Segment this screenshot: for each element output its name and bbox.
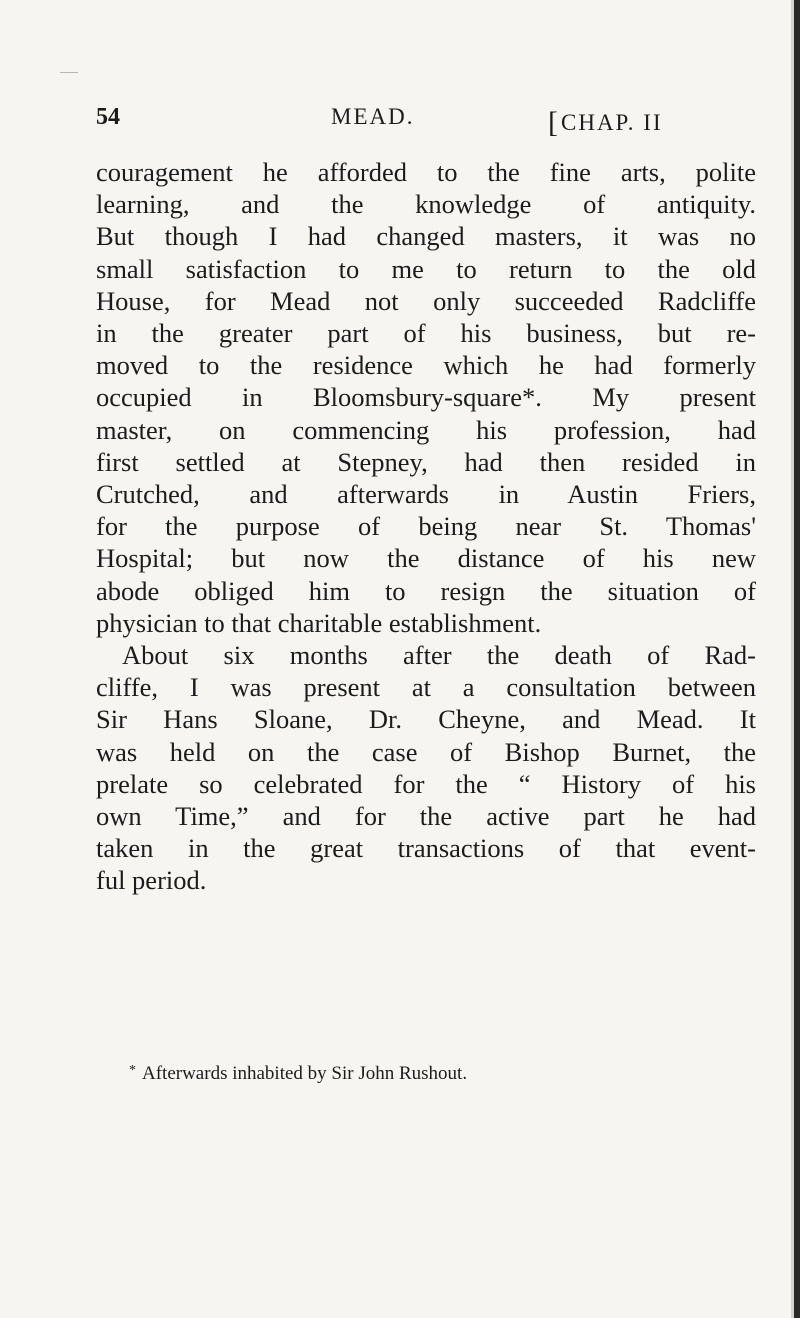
footnote: [129, 1063, 467, 1085]
text-line: learning, and the knowledge of antiquity.: [96, 189, 756, 220]
text-line: ful period.: [96, 865, 207, 896]
page-number: 54: [96, 104, 120, 130]
scan-mark: [60, 72, 78, 73]
text-line: But though I had changed masters, it was no: [96, 221, 756, 252]
text-line: in the greater part of his business, but re-: [96, 318, 756, 349]
text-line: taken in the great transactions of that event-: [96, 833, 756, 864]
text-line: prelate so celebrated for the “ History of his: [96, 768, 756, 799]
text-line: couragement he afforded to the fine arts, polite: [96, 157, 756, 187]
text-line: Hospital; but now the distance of his new: [96, 543, 756, 574]
text-line: first settled at Stepney, had then resided in: [96, 446, 756, 477]
running-header: [0, 104, 800, 144]
footnote-text: Afterwards inhabited by Sir John Rushout.: [142, 1063, 468, 1084]
chapter-bracket: [: [548, 106, 560, 139]
text-line: physician to that charitable establishment.: [96, 607, 542, 638]
text-line: Sir Hans Sloane, Dr. Cheyne, and Mead. It: [96, 704, 756, 735]
text-line: own Time,” and for the active part he had: [96, 801, 756, 832]
chapter-label: [548, 104, 663, 138]
page-edge: [794, 0, 800, 1318]
text-line: occupied in Bloomsbury-square*. My present: [96, 382, 756, 413]
text-line: for the purpose of being near St. Thomas': [96, 511, 756, 542]
text-line: small satisfaction to me to return to the old: [96, 253, 756, 284]
running-title: MEAD.: [331, 104, 415, 129]
text-line: House, for Mead not only succeeded Radcliffe: [96, 285, 756, 316]
chapter-text: CHAP. II: [561, 110, 663, 135]
text-line: About six months after the death of Rad-: [122, 640, 756, 671]
text-line: master, on commencing his profession, had: [96, 414, 756, 445]
text-line: was held on the case of Bishop Burnet, the: [96, 736, 756, 767]
text-line: Crutched, and afterwards in Austin Friers,: [96, 479, 756, 510]
text-line: cliffe, I was present at a consultation between: [96, 672, 756, 703]
footnote-marker: *: [129, 1063, 136, 1078]
text-line: abode obliged him to resign the situation of: [96, 575, 756, 606]
body-text: [96, 156, 756, 897]
text-line: moved to the residence which he had formerly: [96, 350, 756, 381]
